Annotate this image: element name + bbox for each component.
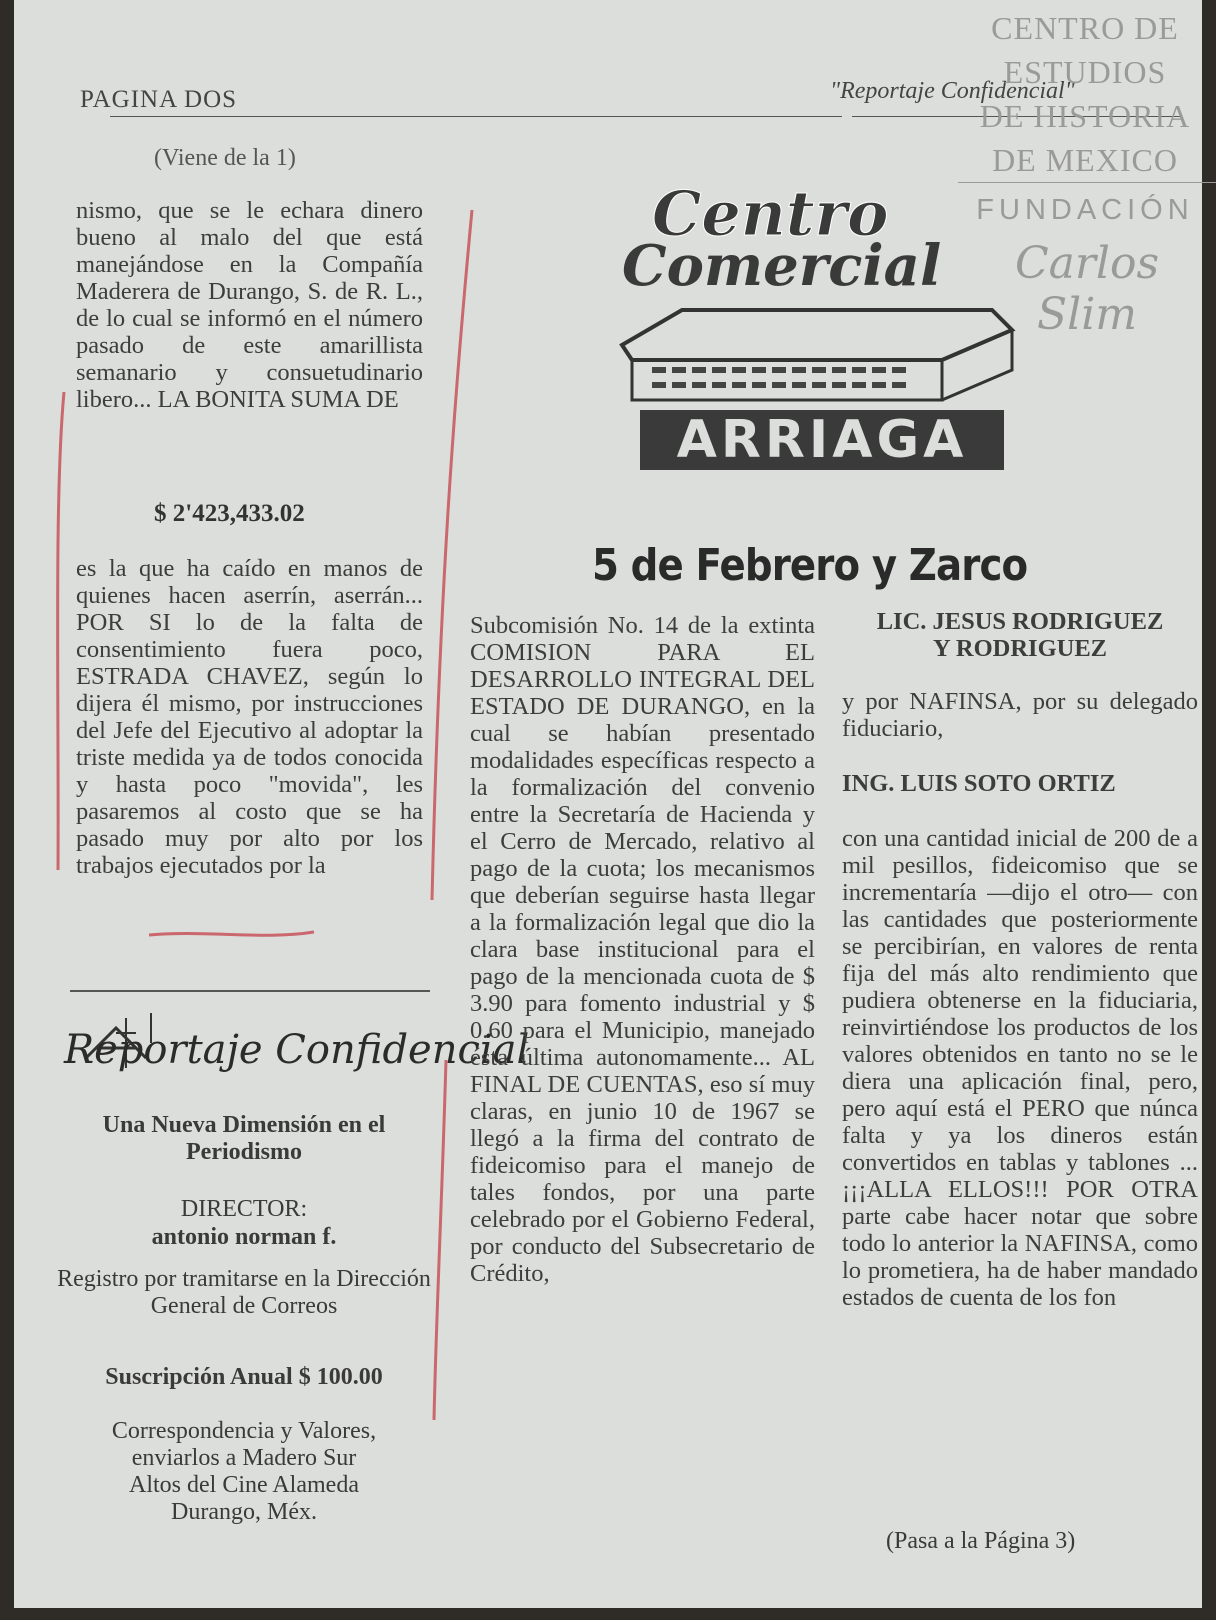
watermark-line: CENTRO DE [991, 10, 1179, 46]
watermark-institution [954, 6, 1216, 182]
watermark-signature: Carlos Slim [1014, 238, 1160, 340]
amount-highlight: $ 2'423,433.02 [154, 500, 305, 527]
director-label: DIRECTOR: [180, 1196, 308, 1222]
publication-name: "Reportaje Confidencial" [830, 78, 1075, 104]
person-name: ING. LUIS SOTO ORTIZ [842, 770, 1116, 797]
ad-brand-line2: Comercial [622, 233, 942, 299]
article-column-3 [842, 608, 1198, 1311]
address-line: enviarlos a Madero Sur [131, 1445, 357, 1471]
address-line: Altos del Cine Alameda [129, 1472, 359, 1498]
section-divider [70, 990, 430, 992]
article-paragraph: es la que ha caído en manos de quienes hacen aserrín, aserrán... POR SI lo de la falta de consentimiento fuera poco, ESTRADA CHAVEZ, según lo dijera él mismo, por instrucciones del Jefe del Ejecutivo al adoptar la triste medida ya de todos conocida y hasta poco "movida", les pasaremos al costo que se ha pasado muy por alto por los trabajos ejecutados por la [76, 555, 423, 879]
page-label: PAGINA DOS [80, 86, 238, 113]
ad-address: 5 de Febrero y Zarco [592, 540, 1028, 591]
registration-note: Registro por tramitarse en la Dirección General de Correos [57, 1266, 431, 1319]
subscription-price: Suscripción Anual $ 100.00 [105, 1364, 383, 1390]
continued-from-label: (Viene de la 1) [154, 145, 296, 171]
mailing-address [54, 1418, 434, 1526]
masthead-tagline: Una Nueva Dimensión en el Periodismo [102, 1112, 386, 1165]
article-column-1 [76, 197, 423, 413]
article-column-2 [470, 612, 815, 1287]
address-line: Durango, Méx. [171, 1499, 317, 1525]
newspaper-page [14, 0, 1202, 1608]
watermark-foundation: FUNDACIÓN [976, 194, 1194, 226]
watermark-line: DE MEXICO [992, 142, 1178, 178]
article-paragraph: y por NAFINSA, por su delegado fiduciario, [842, 688, 1198, 742]
building-roof-icon [622, 310, 1012, 360]
article-paragraph: con una cantidad inicial de 200 de a mil pesillos, fideicomiso que se incrementaría —dijo el otro— con las cantidades que posteriormente se percibirían, en valores de renta fija del más alto rendimiento que pudiera obtenerse en la fiduciaria, reinvirtiéndose los productos de los valores obtenidos en tanto no se le diera una aplicación final, pero, pero aquí está el PERO que núnca falta y ya los dineros están convertidos en tablas y tablones ...¡¡¡ALLA ELLOS!!! POR OTRA parte cabe hacer notar que sobre todo lo anterior la NAFINSA, como lo prometiera, ha de haber mandado estados de cuenta de los fon [842, 825, 1198, 1311]
address-line: Correspondencia y Valores, [111, 1418, 377, 1444]
continued-on-label: (Pasa a la Página 3) [886, 1528, 1076, 1554]
watermark-line: DE HISTORIA [979, 98, 1191, 134]
masthead-logo [56, 1008, 530, 1088]
director-name: antonio norman f. [151, 1224, 337, 1250]
ad-illustration [612, 160, 1032, 510]
ad-store-name: ARRIAGA [676, 410, 968, 470]
ad-brand-line1: Centro [652, 177, 889, 250]
person-name: LIC. JESUS RODRIGUEZ [876, 608, 1164, 635]
article-paragraph: nismo, que se le echara dinero bueno al malo del que está manejándose en la Compañía Maderera de Durango, S. de R. L., de lo cual se informó en el número pasado de este amarillista semanario y consuetudinario libero... LA BONITA SUMA DE [76, 197, 423, 413]
article-paragraph: Subcomisión No. 14 de la extinta COMISION PARA EL DESARROLLO INTEGRAL DEL ESTADO DE DURANGO, en la cual se habían presentado modalidades específicas respecto a la formalización del convenio entre la Secretaría de Hacienda y el Cerro de Mercado, relativo al pago de la cuota; los mecanismos que deberían seguirse hasta llegar a la formalización legal que dio la clara base institucional para el pago de la mencionada cuota de $ 3.90 para fomento industrial y $ 0.60 para el Municipio, manejado ésta última autonomamente... AL FINAL DE CUENTAS, eso sí muy claras, en junio 10 de 1967 se llegó a la firma del contrato de fideicomiso para el manejo de tales fondos, por una parte celebrado por el Gobierno Federal, por conducto del Subsecretario de Crédito, [470, 612, 815, 1287]
person-name: Y RODRIGUEZ [932, 635, 1107, 662]
article-column-1-continued [76, 555, 423, 879]
watermark-line: ESTUDIOS [1003, 54, 1167, 90]
header-rule [110, 116, 842, 117]
masthead-logo-text: Reportaje Confidencial [64, 1027, 530, 1073]
